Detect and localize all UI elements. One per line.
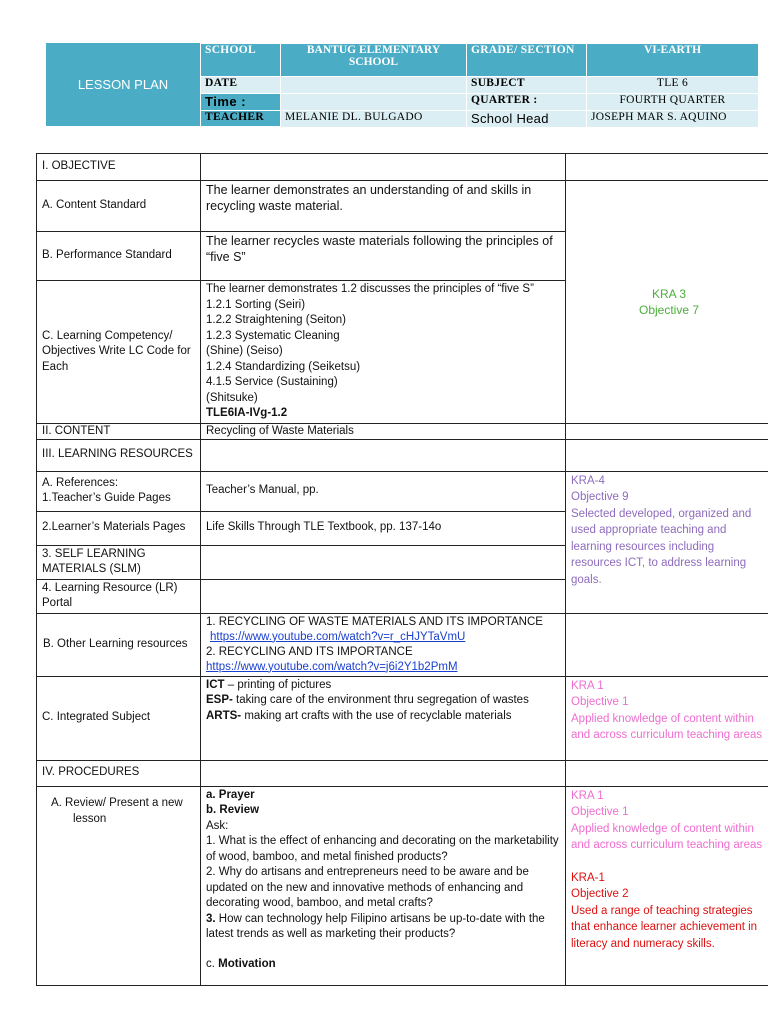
kra4-objective: Objective 9 [571,491,629,503]
question-3: 3. How can technology help Filipino artisans be up-to-date with the latest trends as well as marketing their products? [206,912,545,940]
procedures-kra2 [571,870,767,953]
procedures-kra2-description: Used a range of teaching strategies that enhance learner achievement in literacy and numeracy skills. [571,904,758,950]
question-2: 2. Why do artisans and entrepreneurs need to be aware and be updated on the new and innovative methods of enhancing and decorating wood, bamboo, and metal crafts? [206,866,529,909]
lr-portal-blank [201,579,566,613]
competency-line: 1.2.3 Systematic Cleaning [206,329,340,342]
competency-line: 1.2.1 Sorting (Seiri) [206,298,306,311]
resources-kra-blank [566,439,768,471]
procedures-kra1-title: KRA 1 [571,789,604,802]
youtube-link-1[interactable]: https://www.youtube.com/watch?v=r_cHJYTaVmU [210,630,466,643]
arts-line: ARTS- making art crafts with the use of recyclable materials [206,709,512,722]
lr-portal-label: 4. Learning Resource (LR) Portal [37,579,201,613]
kra3-title: KRA 3 [651,286,687,301]
review-label-cell [37,786,201,985]
kra3-cell [566,181,768,424]
integrated-kra-cell [566,676,768,760]
competency-label: C. Learning Competency/ Objectives Write LC Code for Each [37,281,201,424]
content-kra-blank [566,423,768,439]
procedures-kra1-objective: Objective 1 [571,806,629,818]
kra4-cell [566,471,768,613]
grade-label: GRADE/ SECTION [467,44,587,77]
review-label: A. Review/ Present a new lesson [51,796,183,825]
other-resources-kra-blank [566,613,768,676]
integrated-kra-objective: Objective 1 [571,696,629,708]
esp-line: ESP- taking care of the environment thru segregation of wastes [206,694,529,706]
content-standard-text: The learner demonstrates an understanding of and skills in recycling waste material. [201,181,566,232]
lesson-plan-table [36,153,768,986]
kra4-title: KRA-4 [571,474,605,487]
ask-label: Ask: [206,819,229,832]
competency-text [201,281,566,424]
lesson-plan-header [46,43,758,126]
procedures-kra2-title: KRA-1 [571,871,605,884]
procedures-kra-blank [566,760,768,786]
subject-value: TLE 6 [587,77,759,94]
competency-line: 4.1.5 Service (Sustaining) [206,376,338,388]
time-value [281,94,467,111]
other-resources-cell [201,613,566,676]
teacher-label: TEACHER [201,111,281,128]
kra3-objective: Objective 7 [638,302,700,317]
other-resource-item-1: 1. RECYCLING OF WASTE MATERIALS AND ITS IMPORTANCE [206,615,543,628]
performance-standard-text: The learner recycles waste materials following the principles of “five S” [201,232,566,281]
teacher-value: MELANIE DL. BULGADO [281,111,467,128]
date-label: DATE [201,77,281,94]
integrated-kra-description: Applied knowledge of content within and across curriculum teaching areas [571,712,763,741]
school-head-label: School Head [467,111,587,128]
subject-label: SUBJECT [467,77,587,94]
school-value: BANTUG ELEMENTARY SCHOOL [281,44,467,77]
date-value [281,77,467,94]
resources-heading: III. LEARNING RESOURCES [37,439,201,471]
school-label: SCHOOL [201,44,281,77]
motivation-item: c. Motivation [206,957,276,970]
header-info-table [200,43,759,128]
content-standard-label: A. Content Standard [37,181,201,232]
integrated-kra-title: KRA 1 [571,679,604,692]
objective-kra-blank [566,154,768,181]
procedures-kra-cell [566,786,768,985]
integrated-subject-cell [201,676,566,760]
ict-line: ICT – printing of pictures [206,678,332,691]
quarter-value: FOURTH QUARTER [587,94,759,111]
competency-line: 1.2.4 Standardizing (Seiketsu) [206,360,361,373]
competency-line: The learner demonstrates 1.2 discusses the principles of “five S” [206,283,534,295]
slm-label: 3. SELF LEARNING MATERIALS (SLM) [37,545,201,579]
competency-code: TLE6IA-IVg-1.2 [206,407,288,419]
competency-line: (Shitsuke) [206,391,258,404]
learner-materials-label: 2.Learner’s Materials Pages [37,511,201,545]
resources-blank [201,439,566,471]
objective-blank [201,154,566,181]
learner-materials-text: Life Skills Through TLE Textbook, pp. 137-14o [201,511,566,545]
references-text: Teacher’s Manual, pp. [201,471,566,511]
lesson-plan-title: LESSON PLAN [77,77,169,92]
references-label-2: 1.Teacher’s Guide Pages [42,492,171,504]
performance-standard-label: B. Performance Standard [37,232,201,281]
procedures-blank [201,760,566,786]
procedures-kra2-objective: Objective 2 [571,888,629,900]
competency-line: (Shine) (Seiso) [206,345,283,357]
prayer-item: a. Prayer [206,788,255,801]
other-resource-item-2: 2. RECYCLING AND ITS IMPORTANCE [206,645,413,658]
procedures-kra1-description: Applied knowledge of content within and across curriculum teaching areas [571,822,763,851]
references-label [37,471,201,511]
competency-line: 1.2.2 Straightening (Seiton) [206,314,347,326]
time-label: Time : [201,94,281,111]
school-head-value: JOSEPH MAR S. AQUINO [587,111,759,128]
quarter-label: QUARTER : [467,94,587,111]
procedures-heading: IV. PROCEDURES [37,760,201,786]
other-resources-label: B. Other Learning resources [37,613,201,676]
question-1: 1. What is the effect of enhancing and decorating on the marketability of wood, bamboo, and metal finished products? [206,835,559,863]
kra4-description: Selected developed, organized and used appropriate teaching and learning resources including resources ICT, to address learning goals. [571,507,752,586]
content-heading: II. CONTENT [37,423,201,439]
objective-heading: I. OBJECTIVE [37,154,201,181]
integrated-subject-label: C. Integrated Subject [37,676,201,760]
procedures-kra1 [571,788,767,854]
slm-blank [201,545,566,579]
review-content-cell [201,786,566,985]
grade-value: VI-EARTH [587,44,759,77]
content-text: Recycling of Waste Materials [201,423,566,439]
youtube-link-2[interactable]: https://www.youtube.com/watch?v=j6i2Y1b2PmM [206,660,458,673]
references-label-1: A. References: [42,476,119,489]
review-item: b. Review [206,804,260,816]
